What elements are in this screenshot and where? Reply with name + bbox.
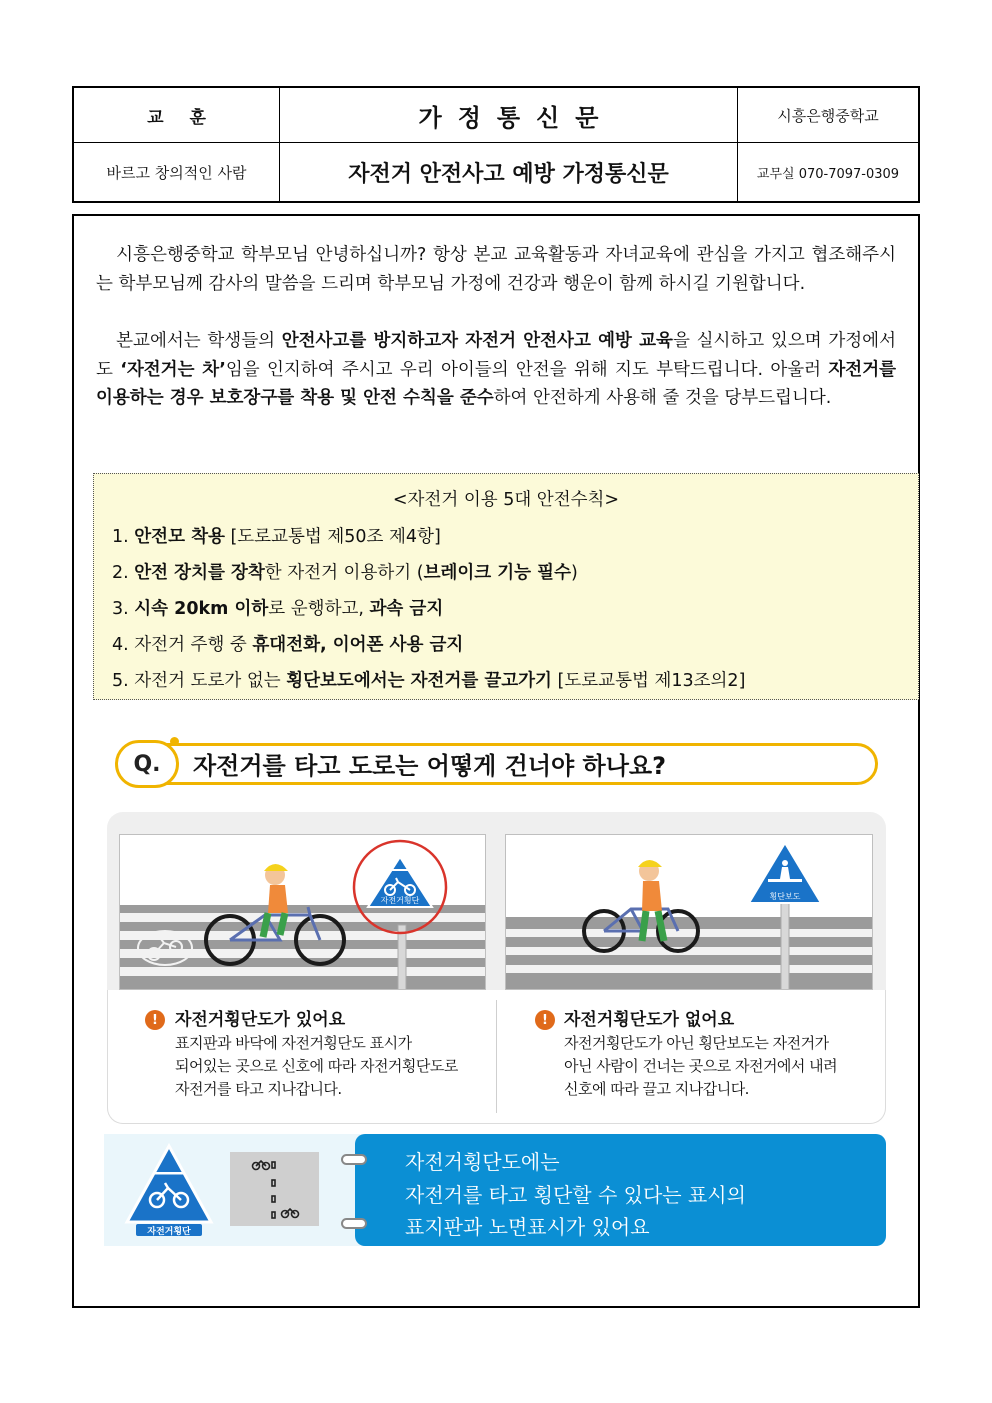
rule-text: 한 자전거 이용하기 (	[264, 563, 424, 583]
info-line: 자전거횡단도에는	[405, 1150, 560, 1174]
notice-paragraph	[96, 327, 896, 413]
safety-rule-2	[112, 559, 578, 584]
case-with-crossing-description	[175, 1032, 475, 1101]
rule-emphasis: 휴대전화, 이어폰 사용 금지	[252, 635, 464, 655]
document-title: 가정통신문	[280, 88, 738, 143]
safety-rules-title: <자전거 이용 5대 안전수칙>	[392, 490, 620, 510]
notice-emphasis: ‘자전거는 차’	[120, 359, 226, 380]
description-line: 되어있는 곳으로 신호에 따라 자전거횡단도로	[175, 1057, 458, 1075]
case-without-crossing-heading: 자전거횡단도가 없어요	[564, 1010, 735, 1030]
rule-text: )	[571, 563, 578, 583]
description-line: 자전거횡단도가 아닌 횡단보도는 자전거가	[564, 1034, 829, 1052]
rule-number: 5.	[112, 671, 135, 691]
notice-text: 을 실시하고 있으며 가정에서도	[96, 331, 896, 380]
case-with-crossing-heading: 자전거횡단도가 있어요	[175, 1010, 346, 1030]
info-sign-label: 자전거횡단	[147, 1227, 191, 1237]
safety-rule-5	[112, 667, 745, 692]
rule-text: [도로교통법 제50조 제4항]	[224, 527, 441, 547]
question-dot	[170, 737, 179, 746]
question-badge: Q.	[115, 740, 179, 788]
warning-icon: !	[145, 1010, 165, 1030]
bicycle-road-marking-icon	[230, 1152, 319, 1226]
rule-text: 자전거 도로가 없는	[134, 671, 287, 691]
bicycle-crossing-sign-icon	[124, 1142, 214, 1238]
rule-text: [도로교통법 제13조의2]	[551, 671, 746, 691]
contact-phone: 교무실 070-7097-0309	[756, 166, 900, 182]
safety-rule-1	[112, 523, 441, 548]
rule-number: 2.	[112, 563, 135, 583]
rule-number: 1.	[112, 527, 135, 547]
header-table	[72, 86, 920, 203]
school-motto: 바르고 창의적인 사람	[74, 143, 280, 201]
pedestrian-crossing-scene	[505, 834, 873, 990]
notice-emphasis: 자전거를 이용하는 경우 보호장구를 착용 및 안전 수칙을 준수	[96, 359, 897, 408]
description-line: 자전거를 타고 지나갑니다.	[175, 1080, 342, 1098]
safety-rule-3	[112, 595, 443, 620]
info-line: 자전거를 타고 횡단할 수 있다는 표시의	[405, 1183, 746, 1207]
description-line: 아닌 사람이 건너는 곳으로 자전거에서 내려	[564, 1057, 838, 1075]
motto-label: 교훈	[74, 88, 280, 143]
connector-pin	[341, 1154, 367, 1165]
question-text: 자전거를 타고 도로는 어떻게 건너야 하나요?	[193, 752, 667, 780]
notice-text: 임을 인지하여 주시고 우리 아이들의 안전을 위해 지도 부탁드립니다. 아울러	[225, 359, 829, 380]
description-line: 신호에 따라 끌고 지나갑니다.	[564, 1080, 749, 1098]
scene-sign-label: 횡단보도	[769, 892, 801, 901]
rule-number: 3.	[112, 599, 135, 619]
scene-sign-label: 자전거횡단	[380, 896, 420, 905]
rule-number: 4.	[112, 635, 135, 655]
intro-paragraph	[96, 241, 896, 298]
rule-text: 로 운행하고,	[268, 599, 370, 619]
rule-emphasis: 브레이크 기능 필수	[423, 563, 571, 583]
description-line: 표지판과 바닥에 자전거횡단도 표시가	[175, 1034, 412, 1052]
rule-emphasis: 안전 장치를 장착	[134, 563, 265, 583]
school-name: 시흥은행중학교	[738, 88, 918, 143]
rule-emphasis: 횡단보도에서는 자전거를 끌고가기	[286, 671, 552, 691]
notice-emphasis: 안전사고를 방지하고자 자전거 안전사고 예방 교육	[281, 331, 673, 351]
safety-rule-4	[112, 631, 463, 656]
rule-text: 자전거 주행 중	[134, 635, 253, 655]
rule-emphasis: 시속 20km 이하	[134, 599, 269, 619]
intro-text: 시흥은행중학교 학부모님 안녕하십니까? 항상 본교 교육활동과 자녀교육에 관심을 가지고 협조해주시는 학부모님께 감사의 말씀을 드리며 학부모님 가정에 건강과 행운이 함께 하시길 기원합니다.	[96, 245, 896, 294]
info-line: 표지판과 노면표시가 있어요	[405, 1215, 650, 1239]
rule-emphasis: 과속 금지	[369, 599, 444, 619]
letter-subject: 자전거 안전사고 예방 가정통신문	[280, 143, 738, 201]
safety-rules-box	[93, 473, 919, 700]
notice-text: 하여 안전하게 사용해 줄 것을 당부드립니다.	[493, 388, 832, 408]
warning-icon: !	[535, 1010, 555, 1030]
case-without-crossing-description	[564, 1032, 864, 1101]
connector-pin	[341, 1218, 367, 1229]
rule-emphasis: 안전모 착용	[134, 527, 225, 547]
notice-text: 본교에서는 학생들의	[116, 331, 282, 351]
caption-divider	[496, 1000, 497, 1113]
bicycle-crossing-scene	[119, 834, 486, 990]
